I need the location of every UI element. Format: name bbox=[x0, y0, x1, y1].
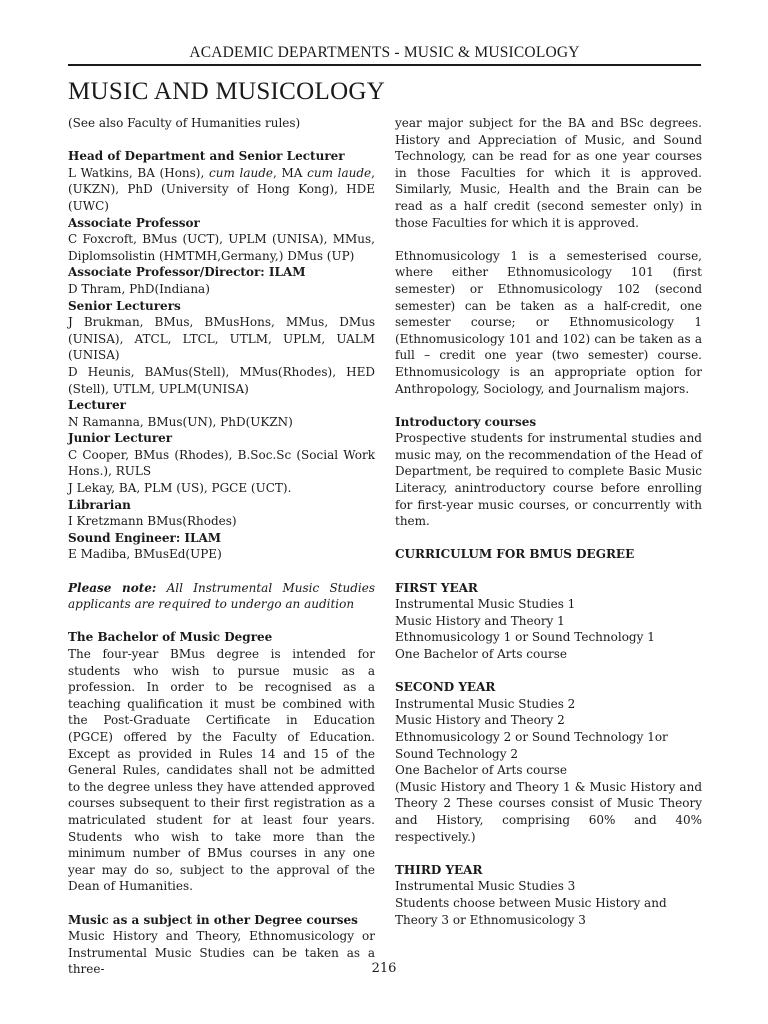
other-degrees-continued: year major subject for the BA and BSc degrees. History and Appreciation of Music, and Sound Technology, can be read for as one year courses in those Faculties for which it is approved. Similarly, Music, Health and the Brain can be read as a half credit (second semester only) in those Faculties for which it is approved. bbox=[395, 116, 702, 230]
senior-lecturer-entry: J Brukman, BMus, BMusHons, MMus, DMus (UNISA), ATCL, LTCL, UTLM, UPLM, UALM (UNISA) bbox=[68, 315, 375, 363]
sound-engineer-text: E Madiba, BMusEd(UPE) bbox=[68, 547, 222, 562]
running-head: ACADEMIC DEPARTMENTS - MUSIC & MUSICOLOGY bbox=[189, 44, 580, 61]
curriculum-item: Instrumental Music Studies 2 bbox=[395, 696, 576, 711]
curriculum-item: Students choose between Music History and Theory 3 or Ethnomusicology 3 bbox=[395, 895, 667, 927]
director-text: D Thram, PhD(Indiana) bbox=[68, 281, 210, 296]
curriculum-item: Music History and Theory 1 bbox=[395, 613, 565, 628]
sound-engineer-heading: Sound Engineer: ILAM bbox=[68, 530, 222, 545]
introductory-courses-heading: Introductory courses bbox=[395, 414, 537, 429]
junior-lecturer-entry: C Cooper, BMus (Rhodes), B.Soc.Sc (Social Work Hons.), RULS bbox=[68, 447, 375, 479]
ethnomusicology-text: Ethnomusicology 1 is a semesterised course, where either Ethnomusicology 101 (first semester) or Ethnomusicology 102 (second semester) can be taken as a half-credit, one semester course; or Ethnomusicology 1 (Ethnomusicology 101 and 102) can be taken as a full – credit one year (two semester) course. Ethnomusicology is an appropriate option for Anthropology, Sociology, and Journalism majors. bbox=[395, 248, 702, 396]
curriculum-item: Ethnomusicology 1 or Sound Technology 1 bbox=[395, 630, 655, 645]
librarian-text: I Kretzmann BMus(Rhodes) bbox=[68, 514, 237, 529]
curriculum-item: Instrumental Music Studies 3 bbox=[395, 879, 576, 894]
page-title: MUSIC AND MUSICOLOGY bbox=[68, 78, 386, 105]
first-year-heading: FIRST YEAR bbox=[395, 580, 478, 595]
curriculum-item: One Bachelor of Arts course bbox=[395, 647, 567, 661]
third-year-heading: THIRD YEAR bbox=[395, 862, 483, 877]
head-of-department-heading: Head of Department and Senior Lecturer bbox=[68, 149, 345, 164]
associate-professor-text: C Foxcroft, BMus (UCT), UPLM (UNISA), MMus, Diplomsolistin (HMTMH,Germany,) DMus (UP) bbox=[68, 232, 375, 263]
curriculum-item: (Music History and Theory 1 & Music History and Theory 2 These courses consist of Music Theory and History, comprising 60% and 40% respectively.) bbox=[395, 779, 702, 844]
audition-note: Please note: All Instrumental Music Studies applicants are required to undergo an audition bbox=[68, 580, 375, 612]
librarian-heading: Librarian bbox=[68, 497, 131, 512]
curriculum-item: Instrumental Music Studies 1 bbox=[395, 597, 576, 612]
junior-lecturer-heading: Junior Lecturer bbox=[68, 431, 173, 446]
bmus-degree-heading: The Bachelor of Music Degree bbox=[68, 630, 273, 645]
other-degrees-text: Music History and Theory, Ethnomusicology or Instrumental Music Studies can be taken as a three- bbox=[68, 929, 375, 977]
senior-lecturer-entry: D Heunis, BAMus(Stell), MMus(Rhodes), HED (Stell), UTLM, UPLM(UNISA) bbox=[68, 364, 375, 396]
other-degrees-heading: Music as a subject in other Degree courses bbox=[68, 912, 358, 927]
lecturer-text: N Ramanna, BMus(UN), PhD(UKZN) bbox=[68, 414, 293, 429]
junior-lecturer-entry: J Lekay, BA, PLM (US), PGCE (UCT). bbox=[68, 481, 292, 496]
curriculum-heading: CURRICULUM FOR BMUS DEGREE bbox=[395, 547, 635, 562]
bmus-degree-text: The four-year BMus degree is intended for students who wish to pursue music as a profession. In order to be recognised as a teaching qualification it must be combined with the Post-Graduate Certificate in Education (PGCE) offered by the Faculty of Education. Except as provided in Rules 14 and 15 of the General Rules, candidates shall not be admitted to the degree unless they have attended approved courses subsequent to their first registration as a matriculated student for at least four years. Students who wish to take more than the minimum number of BMus courses in any one year may do so, subject to the approval of the Dean of Humanities. bbox=[68, 647, 375, 894]
head-of-department-text: L Watkins, BA (Hons), cum laude, MA cum laude, (UKZN), PhD (University of Hong Kong), HDE (UWC) bbox=[68, 165, 375, 213]
curriculum-item: One Bachelor of Arts course bbox=[395, 763, 567, 778]
lecturer-heading: Lecturer bbox=[68, 398, 126, 413]
header-rule bbox=[68, 64, 701, 66]
curriculum-item: Ethnomusicology 2 or Sound Technology 1or Sound Technology 2 bbox=[395, 729, 668, 761]
left-column bbox=[68, 115, 375, 978]
associate-professor-heading: Associate Professor bbox=[68, 215, 200, 230]
director-heading: Associate Professor/Director: ILAM bbox=[68, 265, 306, 280]
see-also-note: (See also Faculty of Humanities rules) bbox=[68, 116, 301, 130]
right-column bbox=[395, 115, 702, 928]
senior-lecturers-heading: Senior Lecturers bbox=[68, 298, 181, 313]
page-number: 216 bbox=[371, 961, 397, 976]
introductory-courses-text: Prospective students for instrumental studies and music may, on the recommendation of the Head of Department, be required to complete Basic Music Literacy, anintroductory course before enrolling for first-year music courses, or concurrently with them. bbox=[395, 431, 702, 529]
second-year-heading: SECOND YEAR bbox=[395, 680, 496, 695]
curriculum-item: Music History and Theory 2 bbox=[395, 713, 565, 728]
